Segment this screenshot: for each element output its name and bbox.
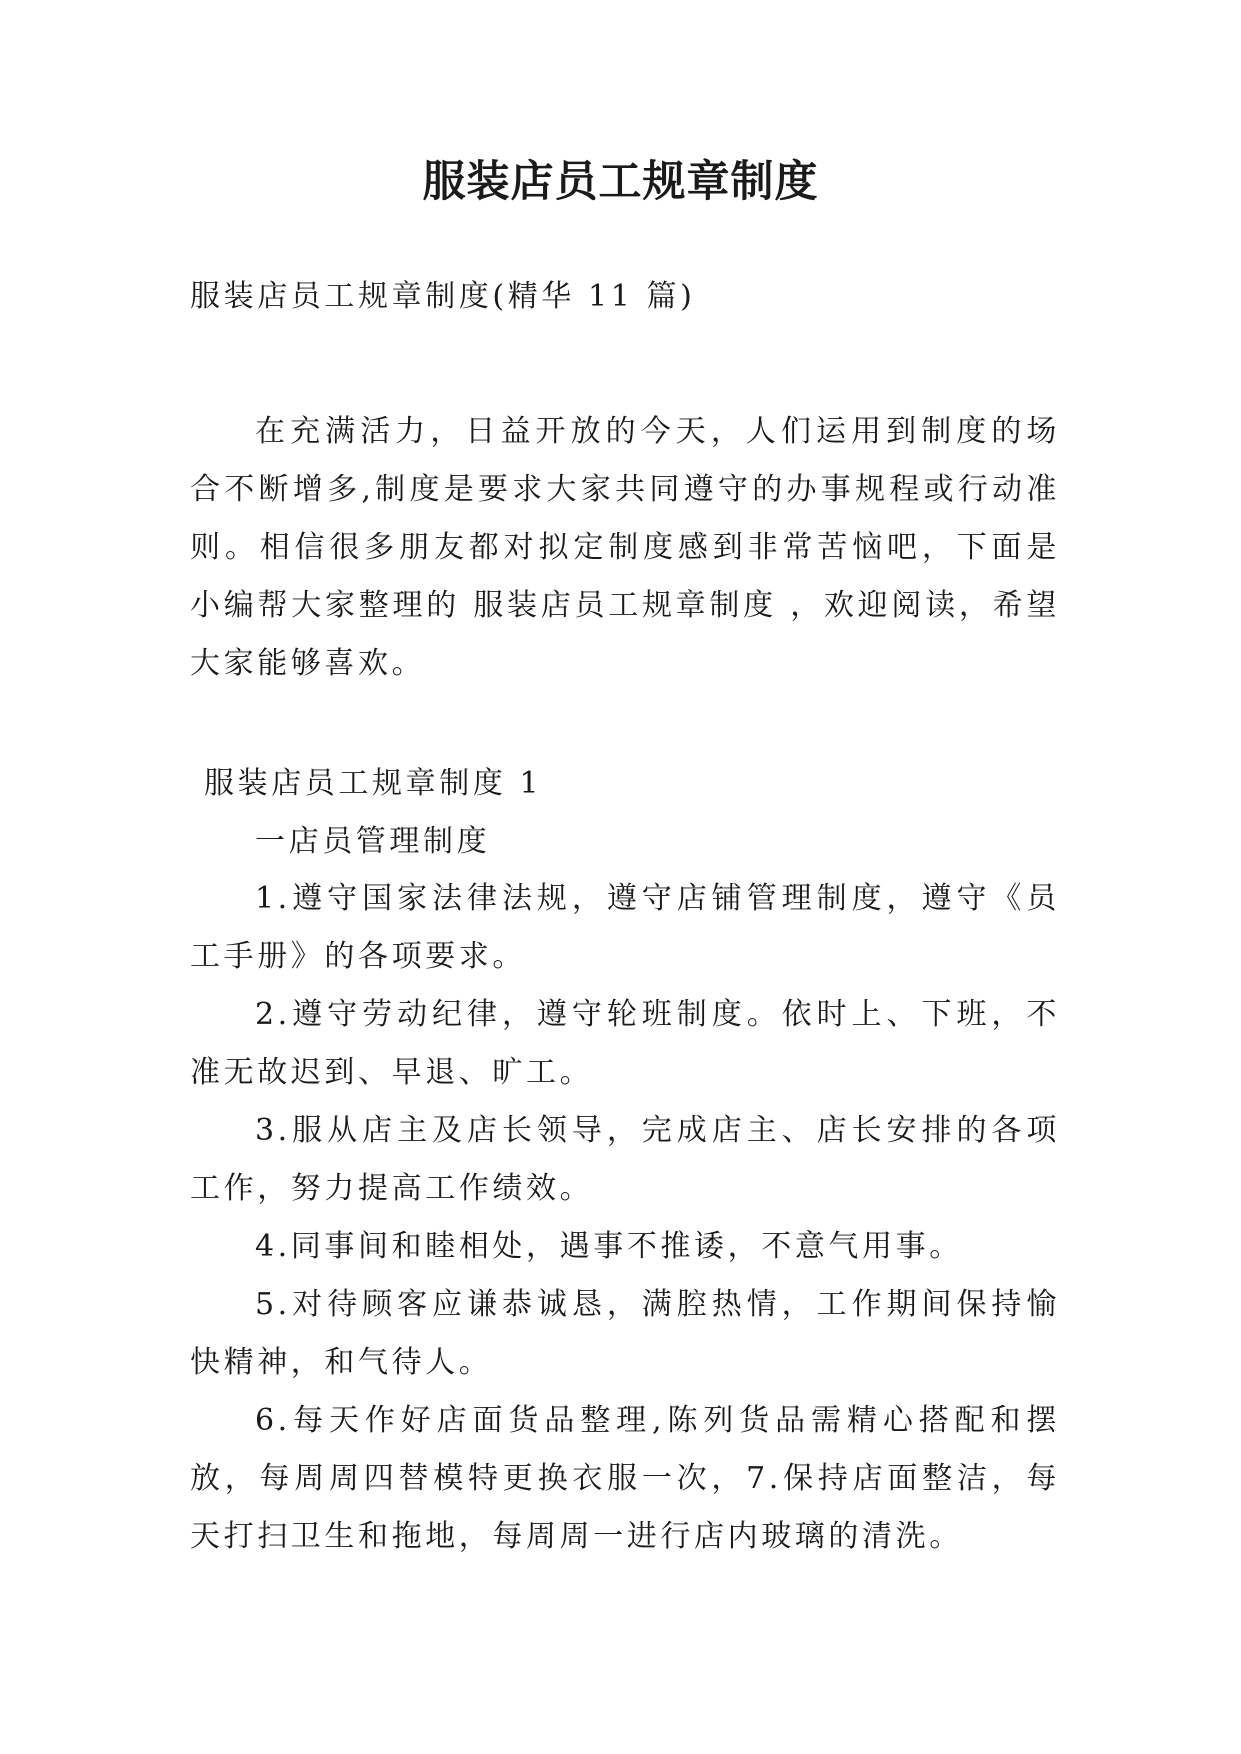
rule-item-5: 5.对待顾客应谦恭诚恳，满腔热情，工作期间保持愉快精神，和气待人。 — [190, 1287, 1060, 1380]
document-subtitle: 服装店员工规章制度(精华 11 篇) — [190, 279, 696, 314]
rule-item-2: 2.遵守劳动纪律，遵守轮班制度。依时上、下班，不准无故迟到、早退、旷工。 — [190, 997, 1060, 1090]
rule-item-1: 1.遵守国家法律法规，遵守店铺管理制度，遵守《员工手册》的各项要求。 — [190, 881, 1060, 974]
intro-paragraph: 在充满活力，日益开放的今天，人们运用到制度的场合不断增多,制度是要求大家共同遵守的办事规程或行动准则。相信很多朋友都对拟定制度感到非常苦恼吧，下面是小编帮大家整理的 服装店员工规章制度 ，欢迎阅读，希望大家能够喜欢。 — [190, 414, 1060, 681]
sub-heading: 一店员管理制度 — [255, 824, 491, 859]
rule-item-4: 4.同事间和睦相处，遇事不推诿，不意气用事。 — [255, 1229, 963, 1264]
document-title: 服装店员工规章制度 — [422, 157, 819, 207]
section-title: 服装店员工规章制度 1 — [204, 766, 543, 801]
rule-item-6: 6.每天作好店面货品整理,陈列货品需精心搭配和摆放，每周周四替模特更换衣服一次，7.保持店面整洁，每天打扫卫生和拖地，每周周一进行店内玻璃的清洗。 — [190, 1403, 1060, 1554]
rule-item-3: 3.服从店主及店长领导，完成店主、店长安排的各项工作，努力提高工作绩效。 — [190, 1113, 1060, 1206]
